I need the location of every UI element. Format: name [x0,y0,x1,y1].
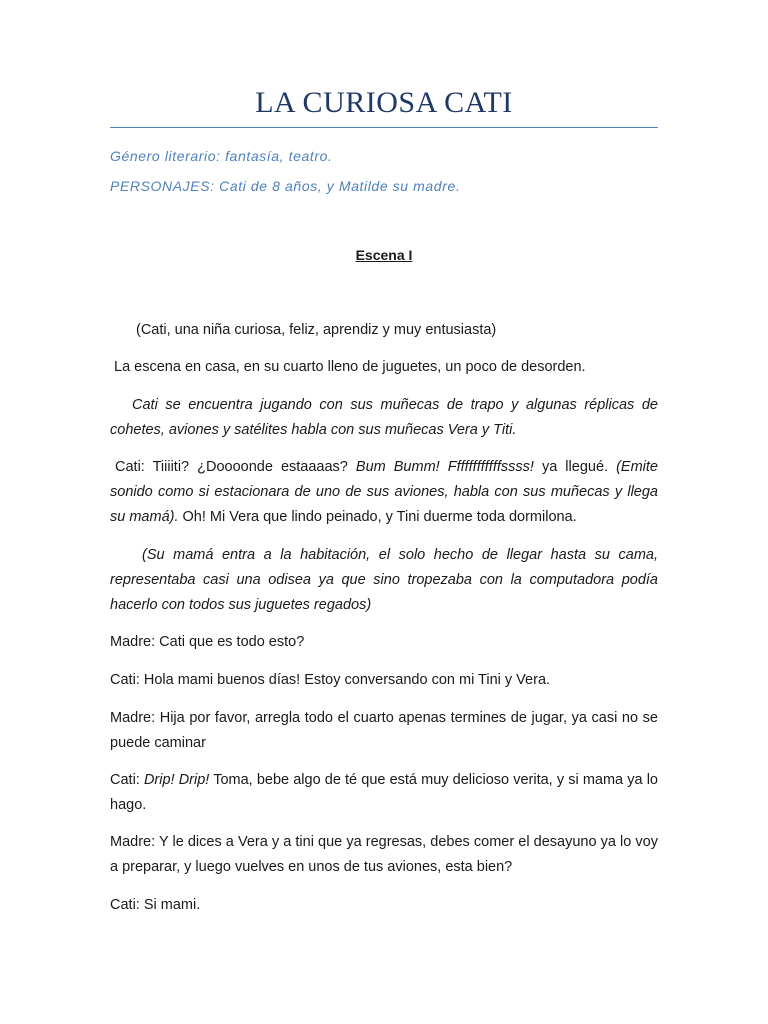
italic-text-run: Cati se encuentra jugando con sus muñecas de trapo y algunas réplicas de cohetes, aviones y satélites habla con sus muñecas Vera y Titi. [110,397,658,438]
text-run: Madre: Y le dices a Vera y a tini que ya regresas, debes comer el desayuno ya lo voy a preparar, y luego vuelves en unos de tus aviones, esta bien? [110,834,658,875]
text-run: La escena en casa, en su cuarto lleno de juguetes, un poco de desorden. [114,359,586,375]
characters-line: PERSONAJES: Cati de 8 años, y Matilde su madre. [110,178,461,194]
text-run: ya llegué. [533,459,617,475]
cati-line-4 [110,893,658,918]
stage-direction-intro [110,318,658,343]
text-run: Oh! Mi Vera que lindo peinado, y Tini duerme toda dormilona. [178,509,577,525]
italic-text-run: (Su mamá entra a la habitación, el solo hecho de llegar hasta su cama, representaba casi una odisea ya que sino tropezaba con la computadora podía hacerlo con todos sus juguetes regados) [110,547,658,613]
cati-line-3 [110,768,658,818]
text-run: Cati: Tiiiiti? ¿Doooonde estaaaas? [115,459,356,475]
cati-line-1 [110,455,658,530]
scene-heading: Escena I [355,247,413,263]
madre-line-2 [110,706,658,756]
madre-line-1 [110,630,658,655]
scene-setting [110,355,658,380]
text-run: Madre: Cati que es todo esto? [110,634,305,650]
madre-line-3 [110,830,658,880]
stage-direction-mother-enters [110,543,658,618]
text-run: Cati: Hola mami buenos días! Estoy conversando con mi Tini y Vera. [110,672,551,688]
text-run: Cati: [110,772,144,788]
text-run: Toma, bebe algo de té que está muy delicioso verita, y si mama ya lo hago. [110,772,658,813]
stage-direction-playing [110,393,658,443]
genre-line: Género literario: fantasía, teatro. [110,148,333,164]
document-title: LA CURIOSA CATI [255,86,513,119]
italic-text-run: Bum Bumm! Ffffffffffffssss! [355,459,534,475]
italic-text-run: Drip! Drip! [143,772,210,788]
cati-line-2 [110,668,658,693]
title-underline [110,127,658,128]
text-run: Madre: Hija por favor, arregla todo el cuarto apenas termines de jugar, ya casi no se puede caminar [110,710,658,751]
text-run: Cati: Si mami. [110,897,201,913]
italic-text-run: (Emite sonido como si estacionara de uno de sus aviones, habla con sus muñecas y llega su mamá). [110,459,658,525]
text-run: (Cati, una niña curiosa, feliz, aprendiz y muy entusiasta) [136,322,497,338]
